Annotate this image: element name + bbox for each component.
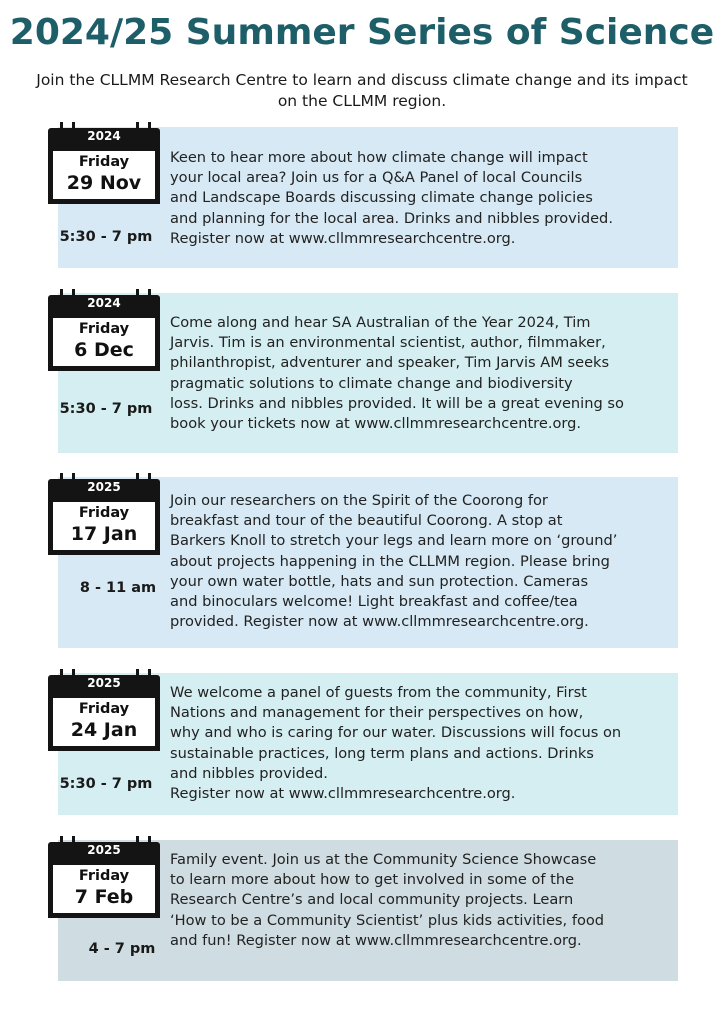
calendar-date-box — [53, 865, 155, 913]
event-text-line: breakfast and tour of the beautiful Coorong. A stop at — [170, 512, 563, 530]
event-date: 29 Nov — [66, 172, 142, 194]
event-description — [170, 850, 675, 951]
calendar-icon — [48, 473, 160, 555]
event-time: 8 - 11 am — [79, 580, 157, 596]
event-time: 5:30 - 7 pm — [59, 229, 153, 245]
event-text-line: Nations and management for their perspectives on how, — [170, 704, 584, 722]
event-time: 4 - 7 pm — [88, 941, 156, 957]
event-date: 7 Feb — [74, 886, 134, 908]
event-text-line: provided. Register now at www.cllmmresearchcentre.org. — [170, 613, 589, 631]
event-text-line: Register now at www.cllmmresearchcentre.org. — [170, 229, 516, 247]
event-text-line: Keen to hear more about how climate change will impact — [170, 149, 588, 166]
event-day: Friday — [78, 505, 130, 521]
calendar-icon — [48, 836, 160, 918]
event-text-line: why and who is caring for our water. Discussions will focus on — [170, 724, 622, 742]
event-text-line: Barkers Knoll to stretch your legs and learn more on ‘ground’ — [170, 532, 618, 550]
event-text-line: book your tickets now at www.cllmmresearchcentre.org. — [170, 415, 582, 433]
calendar-body — [48, 313, 160, 371]
calendar-ring — [136, 289, 151, 310]
event-text-line: about projects happening in the CLLMM region. Please bring — [170, 552, 610, 570]
event-day: Friday — [78, 868, 130, 884]
event-text-line: Join our researchers on the Spirit of the Coorong for — [170, 492, 548, 509]
calendar-body — [48, 860, 160, 918]
event-text-line: loss. Drinks and nibbles provided. It will be a great evening so — [170, 394, 624, 412]
event-text-line: to learn more about how to get involved in some of the — [170, 871, 575, 889]
event-day: Friday — [78, 701, 130, 717]
event-year: 2024 — [87, 296, 121, 310]
event-text-line: ‘How to be a Community Scientist’ plus kids activities, food — [170, 911, 605, 929]
calendar-body — [48, 497, 160, 555]
calendar-date-box — [53, 502, 155, 550]
calendar-ring — [136, 473, 151, 494]
event-date: 24 Jan — [70, 719, 138, 741]
calendar-date-box — [53, 151, 155, 199]
page-subtitle — [8, 70, 716, 112]
event-text-line: Research Centre’s and local community projects. Learn — [170, 891, 574, 909]
calendar-date-box — [53, 698, 155, 746]
subtitle-line: Join the CLLMM Research Centre to learn and discuss climate change and its impact — [36, 71, 688, 89]
event-text-line: Come along and hear SA Australian of the Year 2024, Tim — [170, 314, 591, 331]
event-text-line: philanthropist, adventurer and speaker, Tim Jarvis AM seeks — [170, 354, 610, 372]
event-text-line: and fun! Register now at www.cllmmresearchcentre.org. — [170, 931, 582, 949]
event-day: Friday — [78, 154, 130, 170]
calendar-icon — [48, 289, 160, 371]
event-text-line: your local area? Join us for a Q&A Panel of local Councils — [170, 169, 583, 187]
event-day: Friday — [78, 321, 130, 337]
calendar-body — [48, 693, 160, 751]
event-text-line: pragmatic solutions to climate change and biodiversity — [170, 374, 573, 392]
event-text-line: and planning for the local area. Drinks and nibbles provided. — [170, 209, 613, 227]
page-title: 2024/25 Summer Series of Science — [9, 12, 715, 53]
calendar-ring — [136, 669, 151, 690]
event-year: 2025 — [87, 676, 121, 690]
event-description — [170, 148, 675, 249]
event-year: 2025 — [87, 843, 121, 857]
event-date: 6 Dec — [74, 339, 134, 361]
event-text-line: your own water bottle, hats and sun protection. Cameras — [170, 572, 589, 590]
event-date: 17 Jan — [70, 523, 138, 545]
calendar-icon — [48, 122, 160, 204]
calendar-body — [48, 146, 160, 204]
calendar-ring — [136, 836, 151, 857]
calendar-ring — [136, 122, 151, 143]
event-description — [170, 683, 675, 804]
event-description — [170, 313, 675, 434]
event-text-line: Family event. Join us at the Community Science Showcase — [170, 851, 597, 868]
calendar-icon — [48, 669, 160, 751]
event-text-line: and binoculars welcome! Light breakfast and coffee/tea — [170, 593, 578, 611]
event-time: 5:30 - 7 pm — [59, 776, 153, 792]
event-text-line: sustainable practices, long term plans and actions. Drinks — [170, 744, 594, 762]
event-text-line: Register now at www.cllmmresearchcentre.org. — [170, 785, 516, 803]
calendar-date-box — [53, 318, 155, 366]
event-text-line: and nibbles provided. — [170, 764, 328, 782]
subtitle-line: on the CLLMM region. — [277, 92, 447, 110]
event-time: 5:30 - 7 pm — [59, 401, 153, 417]
event-description — [170, 491, 675, 632]
event-year: 2025 — [87, 480, 121, 494]
event-text-line: and Landscape Boards discussing climate change policies — [170, 189, 593, 207]
event-text-line: Jarvis. Tim is an environmental scientist, author, filmmaker, — [170, 334, 606, 352]
event-text-line: We welcome a panel of guests from the community, First — [170, 684, 587, 701]
event-year: 2024 — [87, 129, 121, 143]
